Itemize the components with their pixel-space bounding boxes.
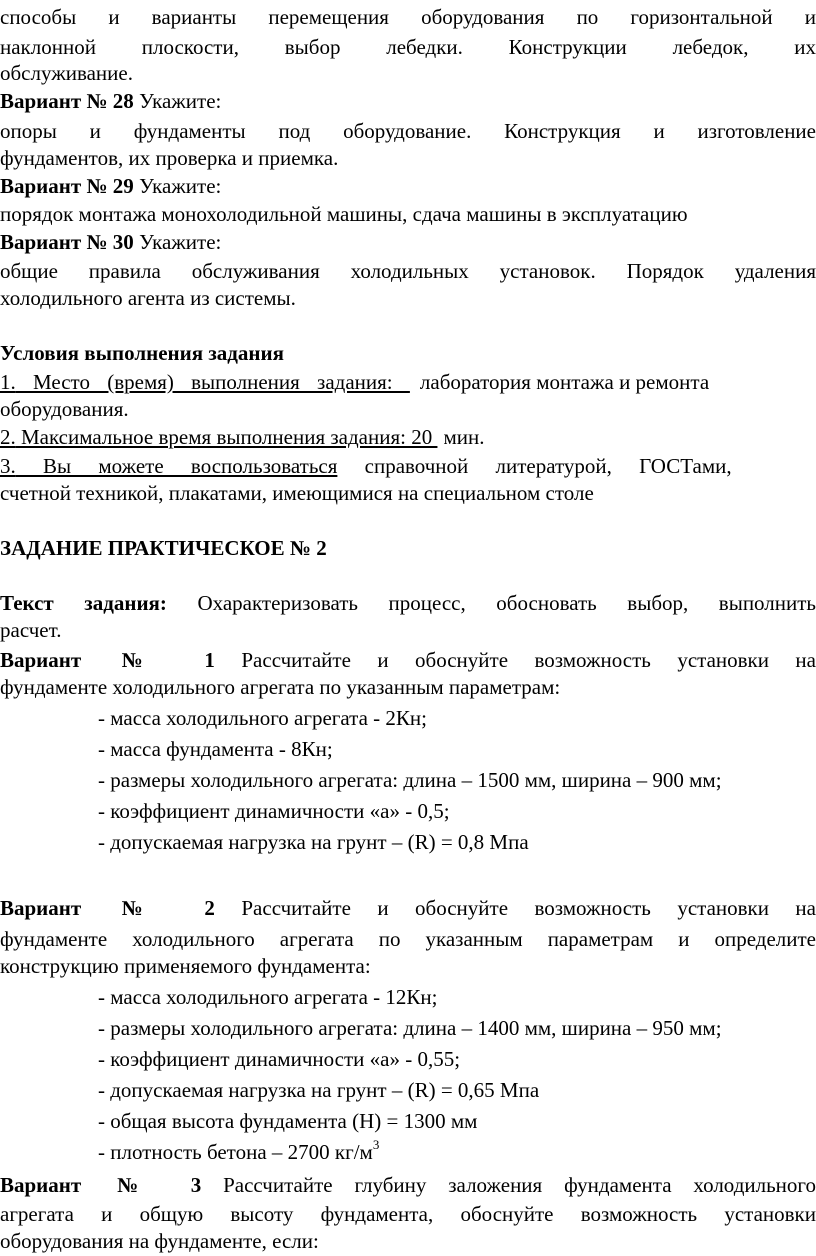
- variant-2-param-2: - размеры холодильного агрегата: длина – 1400 мм, ширина – 950 мм;: [98, 1016, 722, 1040]
- variant-1-line-2: фундаменте холодильного агрегата по указанным параметрам:: [0, 675, 561, 699]
- condition-2-value: мин.: [443, 425, 485, 449]
- task-heading: ЗАДАНИЕ ПРАКТИЧЕСКОЕ № 2: [0, 536, 327, 560]
- variant-28-heading: [0, 88, 816, 114]
- variant-2-line-2: фундаменте холодильного агрегата по указанным параметрам и определите: [0, 927, 816, 951]
- variant-1-param-4: - коэффициент динамичности «а» - 0,5;: [98, 799, 450, 823]
- variant-3-line-2: агрегата и общую высоту фундамента, обоснуйте возможность установки: [0, 1202, 816, 1226]
- variant-28-label: Вариант № 28: [0, 89, 134, 113]
- variant-3-text: Рассчитайте глубину заложения фундамента холодильного: [201, 1173, 816, 1197]
- variant-2-param-3: - коэффициент динамичности «а» - 0,55;: [98, 1047, 461, 1071]
- variant-29-heading: [0, 173, 816, 199]
- variant-1-param-1: - масса холодильного агрегата - 2Кн;: [98, 706, 428, 730]
- variant-28-line-2: фундаментов, их проверка и приемка.: [0, 146, 339, 170]
- condition-2: [0, 424, 816, 450]
- variant-2-line-3: конструкцию применяемого фундамента:: [0, 954, 371, 978]
- variant-2-density-text: - плотность бетона – 2700 кг/м: [98, 1140, 373, 1164]
- condition-1-line-2: оборудования.: [0, 397, 129, 421]
- condition-1-number: 1.: [0, 370, 16, 394]
- variant-1-param-5: - допускаемая нагрузка на грунт – (R) = 0,8 Мпа: [98, 830, 529, 854]
- variant-1-text: Рассчитайте и обоснуйте возможность установки на: [214, 648, 816, 672]
- task-text-label: Текст задания:: [0, 591, 167, 615]
- variant-1-param-2: - масса фундамента - 8Кн;: [98, 737, 333, 761]
- variant-1-label: Вариант № 1: [0, 648, 215, 672]
- intro-line-3: обслуживание.: [0, 61, 133, 85]
- variant-3-heading: [0, 1172, 816, 1198]
- condition-3: [0, 453, 816, 479]
- variant-2-param-4: - допускаемая нагрузка на грунт – (R) = 0,65 Мпа: [98, 1078, 540, 1102]
- condition-1-value: лаборатория монтажа и ремонта: [419, 370, 710, 394]
- task-text-body: Охарактеризовать процесс, обосновать выбор, выполнить: [166, 591, 816, 615]
- variant-30-line-1: общие правила обслуживания холодильных установок. Порядок удаления: [0, 259, 816, 283]
- variant-2-param-6: [98, 1139, 816, 1165]
- variant-30-heading: [0, 229, 816, 255]
- variant-3-line-3: оборудования на фундаменте, если:: [0, 1229, 319, 1253]
- variant-29-prompt: Укажите:: [133, 174, 222, 198]
- variant-29-line-1: порядок монтажа монохолодильной машины, сдача машины в эксплуатацию: [0, 202, 688, 226]
- variant-2-density-exponent: 3: [372, 1137, 380, 1152]
- condition-3-label: Вы можете воспользоваться: [15, 454, 338, 478]
- variant-28-prompt: Укажите:: [133, 89, 222, 113]
- condition-3-number: 3.: [0, 454, 16, 478]
- condition-1-label: Место (время) выполнения задания:: [15, 370, 410, 394]
- condition-2-number: 2.: [0, 425, 16, 449]
- variant-28-line-1: опоры и фундаменты под оборудование. Конструкция и изготовление: [0, 119, 816, 143]
- variant-2-heading: [0, 895, 816, 921]
- conditions-heading: Условия выполнения задания: [0, 341, 284, 365]
- variant-30-label: Вариант № 30: [0, 230, 134, 254]
- intro-line-2: наклонной плоскости, выбор лебедки. Конструкции лебедок, их: [0, 35, 816, 59]
- condition-3-line-2: счетной техникой, плакатами, имеющимися на специальном столе: [0, 481, 594, 505]
- condition-1: [0, 369, 816, 395]
- variant-29-label: Вариант № 29: [0, 174, 134, 198]
- variant-1-param-3: - размеры холодильного агрегата: длина – 1500 мм, ширина – 900 мм;: [98, 768, 722, 792]
- variant-2-param-5: - общая высота фундамента (Н) = 1300 мм: [98, 1109, 478, 1133]
- variant-2-text: Рассчитайте и обоснуйте возможность установки на: [214, 896, 816, 920]
- variant-30-prompt: Укажите:: [133, 230, 222, 254]
- task-text: [0, 590, 816, 616]
- variant-2-param-1: - масса холодильного агрегата - 12Кн;: [98, 985, 438, 1009]
- intro-line-1: способы и варианты перемещения оборудования по горизонтальной и: [0, 5, 816, 29]
- variant-3-label: Вариант № 3: [0, 1173, 202, 1197]
- condition-3-value: справочной литературой, ГОСТами,: [337, 454, 732, 478]
- variant-30-line-2: холодильного агента из системы.: [0, 286, 296, 310]
- variant-1-heading: [0, 647, 816, 673]
- variant-2-label: Вариант № 2: [0, 896, 215, 920]
- task-text-line-2: расчет.: [0, 618, 62, 642]
- condition-2-label: Максимальное время выполнения задания: 20: [15, 425, 438, 449]
